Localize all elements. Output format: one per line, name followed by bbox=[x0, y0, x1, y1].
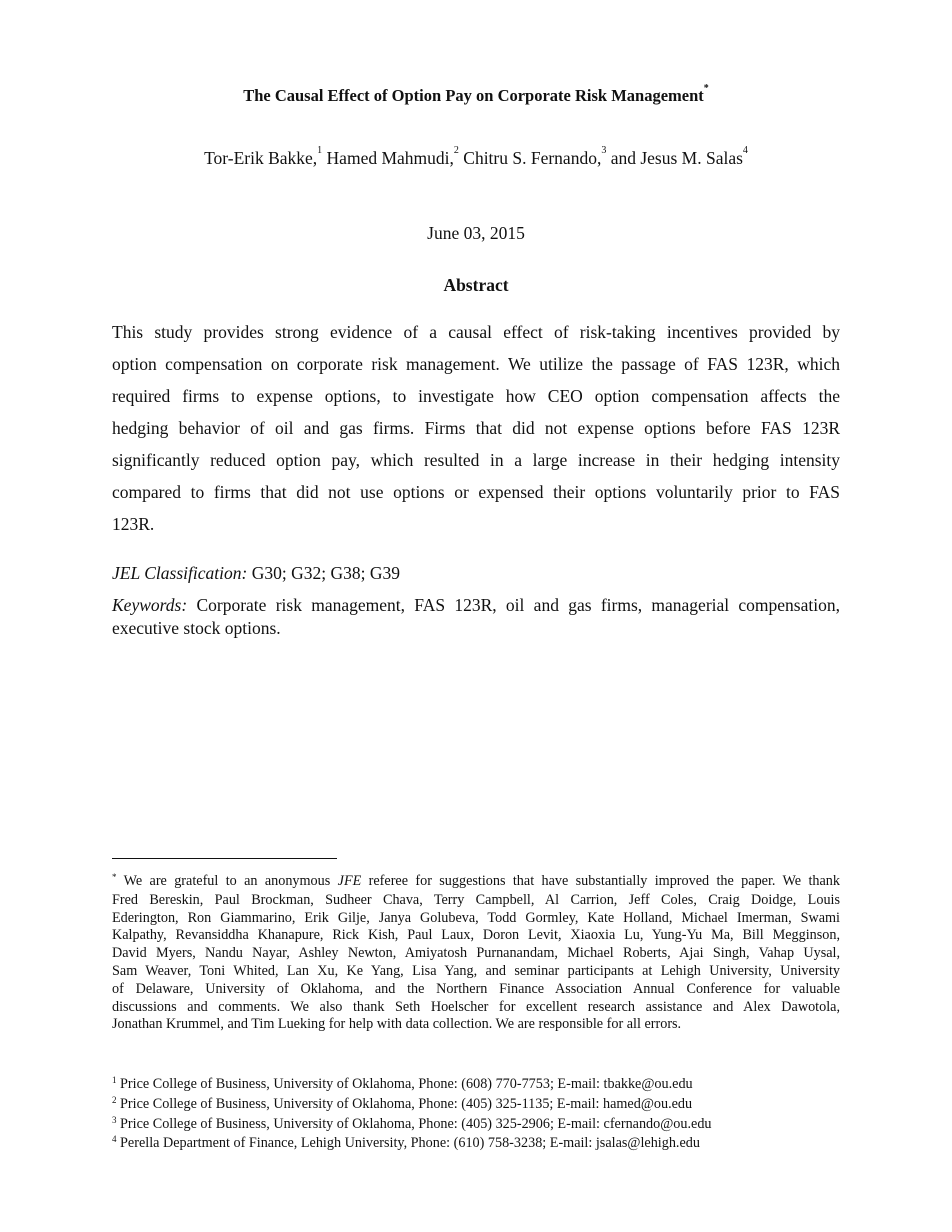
abstract-heading: Abstract bbox=[443, 275, 509, 295]
affiliation-mark: 4 bbox=[112, 1134, 117, 1145]
author-affiliations bbox=[112, 1075, 840, 1154]
keywords-label: Keywords: bbox=[112, 595, 188, 615]
footnote-line: Kalpathy, Revansiddha Khanapure, Rick Kish, Paul Laux, Doron Levit, Xiaoxia Lu, Yung-Yu Ma, Bill Megginson, bbox=[112, 927, 840, 944]
affiliation-text: Perella Department of Finance, Lehigh University, Phone: (610) 758-3238; E-mail: jsalas@lehigh.edu bbox=[116, 1135, 700, 1152]
author bbox=[322, 145, 459, 168]
acknowledgement-footnote bbox=[112, 873, 840, 1034]
abstract-line: hedging behavior of oil and gas firms. Firms that did not expense options before FAS 123R bbox=[112, 418, 840, 438]
affiliation-mark: 1 bbox=[112, 1075, 117, 1085]
author-mark: 2 bbox=[453, 145, 459, 156]
author-name: Chitru S. Fernando, bbox=[458, 148, 602, 168]
affiliation bbox=[112, 1115, 840, 1135]
author bbox=[458, 145, 607, 168]
abstract-line: 123R. bbox=[112, 514, 155, 534]
footnote-divider bbox=[112, 858, 337, 859]
keywords-line: executive stock options. bbox=[112, 618, 281, 638]
paper-title bbox=[0, 83, 952, 106]
paper-date: June 03, 2015 bbox=[427, 223, 525, 243]
affiliation-text: Price College of Business, University of Oklahoma, Phone: (405) 325-2906; E-mail: cfernando@ou.edu bbox=[116, 1115, 712, 1132]
keywords bbox=[112, 594, 840, 640]
jel-label: JEL Classification: bbox=[112, 563, 248, 583]
affiliation-mark: 2 bbox=[112, 1094, 117, 1105]
author-name: Tor-Erik Bakke, bbox=[204, 148, 318, 168]
affiliation bbox=[112, 1134, 840, 1154]
footnote-line: of Delaware, University of Oklahoma, and the Northern Finance Association Annual Conference for valuable bbox=[112, 980, 840, 997]
affiliation bbox=[112, 1095, 840, 1115]
footnote-line: discussions and comments. We also thank Seth Hoelscher for excellent research assistance and Alex Dawotola, bbox=[112, 998, 840, 1015]
author bbox=[204, 145, 323, 168]
author-name: and Jesus M. Salas bbox=[606, 148, 743, 168]
footnote-line: Sam Weaver, Toni Whited, Lan Xu, Ke Yang, Lisa Yang, and seminar participants at Lehigh University, University bbox=[112, 962, 840, 979]
author bbox=[606, 145, 748, 168]
author-list bbox=[0, 145, 952, 169]
footnote-text: We are grateful to an anonymous bbox=[116, 873, 338, 889]
abstract-line: compared to firms that did not use options or expensed their options voluntarily prior to FAS bbox=[112, 482, 840, 502]
abstract-body bbox=[112, 316, 840, 540]
jel-value: G30; G32; G38; G39 bbox=[247, 563, 400, 583]
abstract-line: option compensation on corporate risk management. We utilize the passage of FAS 123R, which bbox=[112, 354, 840, 374]
footnote-line: Fred Bereskin, Paul Brockman, Sudheer Chava, Terry Campbell, Al Carrion, Jeff Coles, Craig Doidge, Louis bbox=[112, 891, 840, 908]
abstract-line: This study provides strong evidence of a causal effect of risk-taking incentives provided by bbox=[112, 322, 840, 342]
affiliation-mark: 3 bbox=[112, 1114, 117, 1125]
journal-name: JFE bbox=[337, 873, 362, 889]
footnote-text: referee for suggestions that have substantially improved the paper. We thank bbox=[361, 873, 840, 889]
keywords-line: Corporate risk management, FAS 123R, oil and gas firms, managerial compensation, bbox=[187, 595, 840, 615]
footnote-mark: * bbox=[112, 872, 117, 882]
title-footnote-mark: * bbox=[703, 83, 709, 94]
abstract-line: required firms to expense options, to investigate how CEO option compensation affects the bbox=[112, 386, 840, 406]
affiliation bbox=[112, 1075, 840, 1095]
footnote-line: Ederington, Ron Giammarino, Erik Gilje, Janya Golubeva, Todd Gormley, Kate Holland, Michael Imerman, Swami bbox=[112, 909, 840, 926]
abstract-line: significantly reduced option pay, which resulted in a large increase in their hedging intensity bbox=[112, 450, 840, 470]
author-mark: 4 bbox=[742, 145, 748, 156]
author-mark: 1 bbox=[317, 145, 323, 156]
author-name: Hamed Mahmudi, bbox=[322, 148, 454, 168]
author-mark: 3 bbox=[601, 145, 607, 156]
jel-classification bbox=[112, 563, 840, 584]
affiliation-text: Price College of Business, University of Oklahoma, Phone: (608) 770-7753; E-mail: tbakke@ou.edu bbox=[116, 1076, 693, 1092]
footnote-line: David Myers, Nandu Nayar, Ashley Newton, Amiyatosh Purnanandam, Michael Roberts, Ajai Singh, Vahap Uysal, bbox=[112, 945, 840, 962]
affiliation-text: Price College of Business, University of Oklahoma, Phone: (405) 325-1135; E-mail: hamed@ou.edu bbox=[116, 1095, 693, 1112]
title-text: The Causal Effect of Option Pay on Corporate Risk Management bbox=[243, 86, 704, 105]
footnote-line: Jonathan Krummel, and Tim Lueking for help with data collection. We are responsible for all errors. bbox=[112, 1016, 682, 1033]
